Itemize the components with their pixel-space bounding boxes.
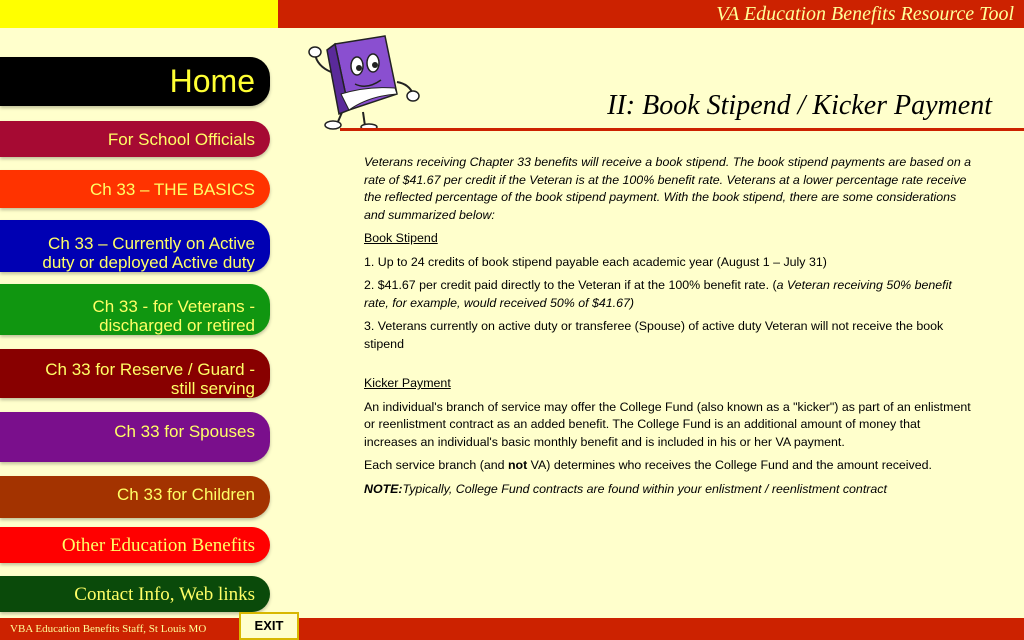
nav-ch33-veterans[interactable] (0, 284, 270, 335)
book-stipend-heading: Book Stipend (364, 231, 438, 245)
nav-ch33-basics[interactable] (0, 170, 270, 208)
note-label: NOTE: (364, 481, 403, 496)
page-title: II: Book Stipend / Kicker Payment (607, 90, 992, 121)
point-2-text: 2. $41.67 per credit paid directly to the Veteran if at the 100% benefit rate. ( (364, 278, 777, 292)
note-text: Typically, College Fund contracts are found within your enlistment / reenlistment contract (402, 481, 887, 496)
app-title: VA Education Benefits Resource Tool (716, 3, 1014, 25)
nav-label-line2: discharged or retired (99, 316, 255, 335)
nav-ch33-reserve-guard[interactable] (0, 349, 270, 398)
intro-paragraph: Veterans receiving Chapter 33 benefits will receive a book stipend. The book stipend payments are based on a rate of $41.67 per credit if the Veteran is at the 100% benefit rate. Veterans at a lower percentage rate receive the reflected percentage of the book stipend payment. With the book stipend, there are some considerations and summarized below: (364, 155, 972, 222)
book-stipend-point-2 (364, 277, 976, 312)
header-yellow-band (0, 0, 278, 28)
book-mascot-icon (305, 30, 425, 130)
kicker-p2-bold: not (507, 458, 528, 472)
point-2-italic: a Veteran receiving 50% benefit rate, for example, would received 50% of $41.67) (364, 278, 952, 310)
footer-credit: VBA Education Benefits Staff, St Louis MO (10, 623, 207, 635)
nav-home-label: Home (169, 63, 255, 99)
nav-label: Contact Info, Web links (74, 583, 255, 605)
exit-button[interactable]: EXIT (239, 612, 299, 640)
book-stipend-point-1: 1. Up to 24 credits of book stipend payable each academic year (August 1 – July 31) (364, 254, 827, 269)
nav-label-line1: Ch 33 for Reserve / Guard - (45, 360, 255, 379)
kicker-payment-heading: Kicker Payment (364, 376, 451, 390)
nav-contact-info[interactable] (0, 576, 270, 612)
nav-ch33-active-duty[interactable] (0, 220, 270, 272)
main-content (364, 154, 976, 504)
kicker-p2-a: Each service branch (and (364, 458, 508, 472)
title-divider (340, 128, 1024, 131)
nav-for-school-officials[interactable] (0, 121, 270, 157)
nav-label-line2: duty or deployed Active duty (42, 253, 255, 272)
nav-label: Ch 33 for Children (117, 485, 255, 504)
spacer (364, 359, 976, 375)
nav-label: Other Education Benefits (61, 534, 255, 556)
nav-label: For School Officials (107, 129, 255, 149)
nav-label-line1: Ch 33 – Currently on Active (48, 234, 255, 253)
book-stipend-point-3: 3. Veterans currently on active duty or transferee (Spouse) of active duty Veteran will not receive the book stipend (364, 319, 944, 351)
nav-home[interactable] (0, 57, 270, 106)
nav-label-line1: Ch 33 - for Veterans - (92, 297, 255, 316)
nav-other-education-benefits[interactable] (0, 527, 270, 563)
kicker-p2-b: VA) determines who receives the College Fund and the amount received. (527, 458, 932, 472)
kicker-paragraph-2 (364, 457, 976, 475)
note-paragraph (364, 481, 976, 499)
nav-label: Ch 33 – THE BASICS (89, 179, 255, 199)
nav-ch33-spouses[interactable] (0, 412, 270, 462)
kicker-paragraph-1: An individual's branch of service may offer the College Fund (also known as a "kicker") as part of an enlistment or reenlistment contract as an added benefit. The College Fund is an additional amount of money that increases an individual's basic monthly benefit and is included in his or her VA payment. (364, 399, 971, 449)
nav-label: Ch 33 for Spouses (114, 422, 255, 441)
nav-ch33-children[interactable] (0, 476, 270, 518)
nav-label-line2: still serving (170, 379, 255, 398)
